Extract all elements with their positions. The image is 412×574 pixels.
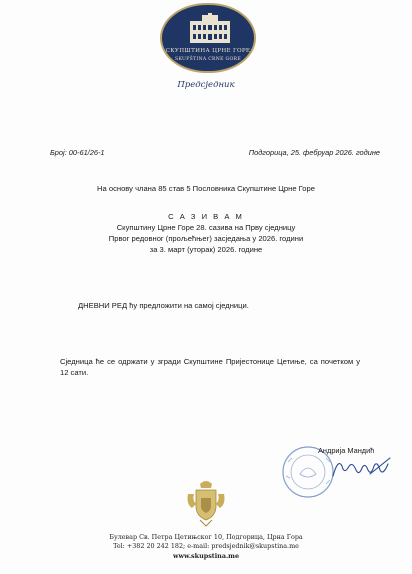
parliament-building-icon (188, 13, 232, 45)
convene-line: Првог редовног (прољећњег) засједања у 2026. години (108, 234, 304, 243)
logo-text-latin: SKUPŠTINA CRNE GORE (175, 57, 241, 62)
convene-details (0, 222, 412, 255)
office-title: Предсједник (177, 80, 235, 90)
coat-of-arms-icon (182, 478, 230, 528)
convene-line: за 3. март (уторак) 2026. године (149, 245, 263, 254)
legal-basis: На основу члана 85 став 5 Пословника Скупштине Црне Горе (97, 184, 315, 193)
convene-line: Скупштину Црне Горе 28. сазива на Прву сједницу (116, 223, 296, 232)
place-and-date: Подгорица, 25. фебруар 2026. године (248, 148, 380, 157)
footer-address: Булевар Св. Петра Цетињског 10, Подгорица, Црна Гора (109, 533, 303, 541)
agenda-paragraph: ДНЕВНИ РЕД ћу предложити на самој сједници. (78, 301, 249, 310)
parliament-logo (160, 3, 256, 73)
footer-website[interactable]: www.skupstina.me (172, 552, 240, 560)
convene-heading: С А З И В А М (168, 212, 244, 221)
signatory-name: Андрија Мандић (318, 446, 375, 455)
footer-contact: Tel: +382 20 242 182; e-mail: predsjednik@skupstina.me (113, 542, 299, 550)
logo-text-cyrillic: СКУПШТИНА ЦРНЕ ГОРЕ (165, 48, 251, 54)
session-paragraph: Сједница ће се одржати у згради Скупштине Пријестонице Цетиње, са почетком у 12 сати. (60, 357, 360, 377)
reference-number: Број: 00-61/26-1 (50, 148, 105, 157)
handwritten-signature (330, 452, 394, 484)
